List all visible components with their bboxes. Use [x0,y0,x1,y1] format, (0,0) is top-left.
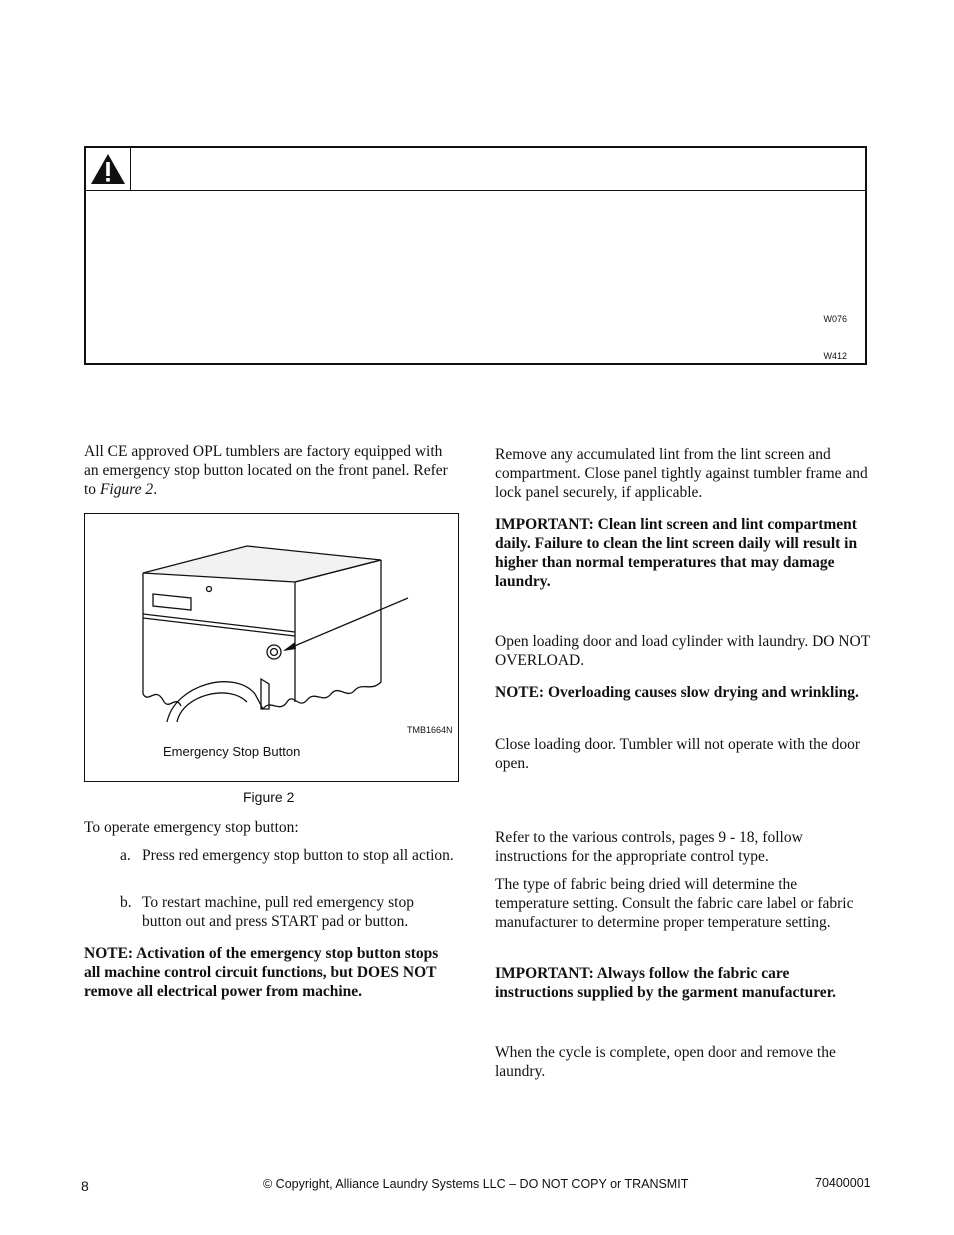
lint-paragraph: Remove any accumulated lint from the lint screen and compartment. Close panel tightly against tumbler frame and lock panel securely, if applicable. [495,446,868,501]
list-letter: b. [120,894,132,911]
page-number: 8 [81,1178,89,1194]
load-note: NOTE: Overloading causes slow drying and wrinkling. [495,684,859,701]
warning-box [84,146,867,365]
operate-intro: To operate emergency stop button: [84,819,299,836]
close-paragraph: Close loading door. Tumbler will not operate with the door open. [495,736,861,772]
warning-triangle-icon [90,153,126,185]
figure-code: TMB1664N [407,725,453,735]
emergency-stop-note: NOTE: Activation of the emergency stop button stops all machine control circuit functions, but DOES NOT remove all electrical power from machine. [84,945,439,1000]
list-letter: a. [120,847,131,864]
emergency-stop-intro: All CE approved OPL tumblers are factory equipped with an emergency stop button located on the front panel. Refer to Figure 2. [84,443,448,498]
list-text: Press red emergency stop button to stop all action. [142,847,454,864]
figure-inner-caption: Emergency Stop Button [163,744,301,759]
controls-paragraph: Refer to the various controls, pages 9 - 18, follow instructions for the appropriate control type. [495,829,803,865]
fabric-paragraph: The type of fabric being dried will determine the temperature setting. Consult the fabric care label or fabric manufacturer to determine proper temperature setting. [495,876,854,931]
figure-2-reference: Figure 2 [99,481,154,498]
warning-header [86,148,865,191]
figure-title: Figure 2 [243,789,295,805]
list-text: To restart machine, pull red emergency stop button out and press START pad or button. [142,894,414,930]
warning-code-w412: W412 [823,351,847,361]
fabric-important: IMPORTANT: Always follow the fabric care instructions supplied by the garment manufacturer. [495,965,837,1001]
lint-important: IMPORTANT: Clean lint screen and lint compartment daily. Failure to clean the lint screen daily will result in higher than normal temperatures that may damage laundry. [495,516,858,590]
complete-paragraph: When the cycle is complete, open door and remove the laundry. [495,1044,836,1080]
load-paragraph: Open loading door and load cylinder with laundry. DO NOT OVERLOAD. [495,633,870,669]
figure-2-box [84,513,459,782]
warning-code-w076: W076 [823,314,847,324]
warning-icon-cell [86,148,131,190]
footer-doc-number: 70400001 [815,1176,871,1190]
tumbler-illustration [85,514,458,781]
footer-copyright: © Copyright, Alliance Laundry Systems LLC – DO NOT COPY or TRANSMIT [263,1177,689,1191]
